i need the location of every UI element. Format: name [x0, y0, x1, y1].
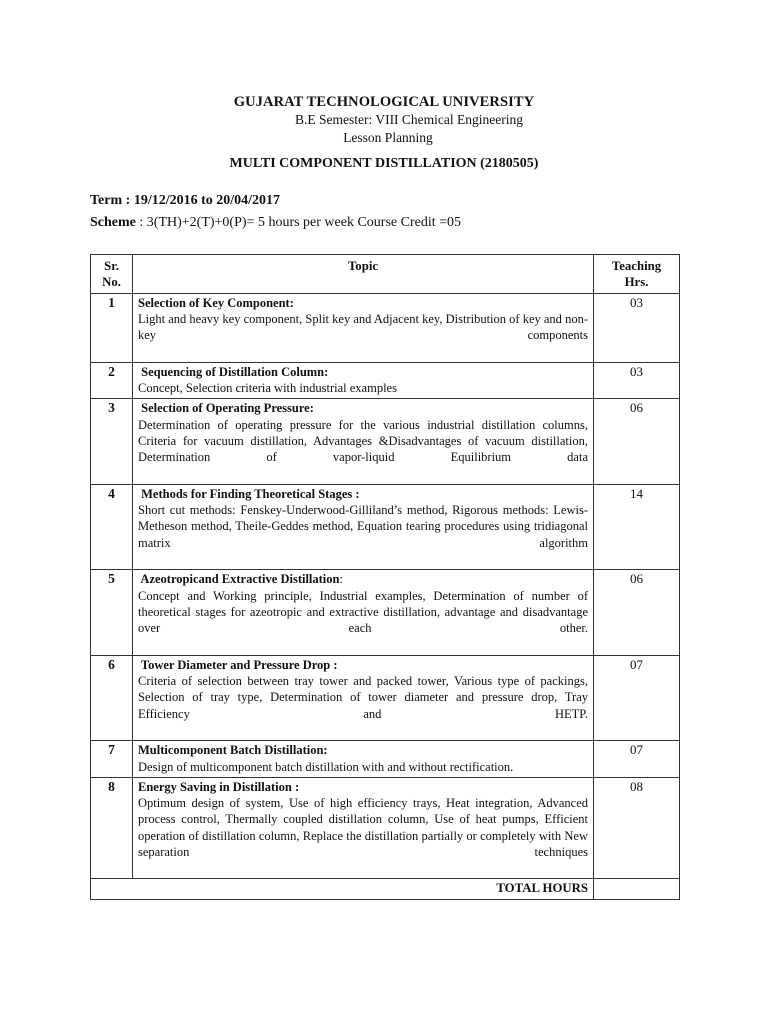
row-sr-no: 8	[91, 777, 133, 878]
topic-title: Sequencing of Distillation Column:	[138, 364, 329, 379]
subject-title: MULTI COMPONENT DISTILLATION (2180505)	[229, 156, 539, 171]
row-hours: 14	[594, 484, 680, 569]
row-topic	[133, 484, 594, 569]
topic-description: Short cut methods: Fenskey-Underwood-Gilliland’s method, Rigorous methods: Lewis-Metheson method, Theile-Geddes method, Equation tearing procedures using tridiagonal matrix algorithm	[138, 503, 588, 550]
table-row	[91, 399, 680, 484]
row-sr-no: 4	[91, 484, 133, 569]
table-header-row	[91, 255, 680, 294]
topic-title: Methods for Finding Theoretical Stages :	[138, 486, 360, 501]
header-topic: Topic	[133, 255, 594, 294]
total-hours-label: TOTAL HOURS	[91, 879, 594, 899]
total-hours-value	[594, 879, 680, 899]
header-teaching-hrs: Teaching Hrs.	[594, 255, 680, 294]
row-topic	[133, 777, 594, 878]
row-hours: 03	[594, 362, 680, 399]
document-type: Lesson Planning	[343, 130, 433, 145]
row-hours: 06	[594, 570, 680, 655]
topic-title: Selection of Key Component:	[138, 295, 294, 310]
total-row	[91, 879, 680, 899]
row-sr-no: 7	[91, 741, 133, 778]
row-topic	[133, 399, 594, 484]
row-topic	[133, 362, 594, 399]
table-row	[91, 777, 680, 878]
semester-line: B.E Semester: VIII Chemical Engineering	[294, 112, 524, 127]
topic-title: Azeotropicand Extractive Distillation	[138, 572, 340, 587]
row-topic	[133, 293, 594, 362]
topic-description: Optimum design of system, Use of high efficiency trays, Heat integration, Advanced process control, Thermally coupled distillation column, Use of heat pumps, Efficient operation of distillation column, Replace the distillation partially or completely with New separation techniques	[138, 795, 588, 859]
topic-title: Multicomponent Batch Distillation:	[138, 743, 328, 758]
table-row	[91, 362, 680, 399]
scheme-line	[90, 215, 461, 231]
topic-description: Design of multicomponent batch distillation with and without rectification.	[138, 759, 514, 774]
header-sr-no: Sr. No.	[91, 255, 133, 294]
table-row	[91, 655, 680, 740]
topic-title-line	[138, 571, 588, 587]
row-sr-no: 5	[91, 570, 133, 655]
row-hours: 07	[594, 741, 680, 778]
topic-description: Concept, Selection criteria with industrial examples	[138, 381, 397, 396]
table-row	[91, 741, 680, 778]
topic-title-suffix: :	[339, 572, 343, 587]
row-hours: 07	[594, 655, 680, 740]
row-topic	[133, 741, 594, 778]
topic-description: Light and heavy key component, Split key and Adjacent key, Distribution of key and non-key components	[138, 311, 588, 343]
term-value: : 19/12/2016 to 20/04/2017	[122, 193, 281, 208]
row-sr-no: 2	[91, 362, 133, 399]
row-topic	[133, 655, 594, 740]
row-topic	[133, 570, 594, 655]
term-label: Term	[90, 193, 123, 208]
row-hours: 08	[594, 777, 680, 878]
topic-title: Selection of Operating Pressure:	[138, 401, 314, 416]
row-hours: 03	[594, 293, 680, 362]
table-row	[91, 484, 680, 569]
row-sr-no: 1	[91, 293, 133, 362]
row-sr-no: 3	[91, 399, 133, 484]
table-row	[91, 293, 680, 362]
university-title: GUJARAT TECHNOLOGICAL UNIVERSITY	[233, 94, 535, 110]
scheme-label: Scheme	[90, 215, 136, 230]
lesson-plan-table	[90, 254, 680, 900]
topic-description: Criteria of selection between tray tower and packed tower, Various type of packings, Selection of tray type, Determination of tower diameter and pressure drop, Tray Efficiency and HETP.	[138, 674, 588, 721]
row-sr-no: 6	[91, 655, 133, 740]
table-row	[91, 570, 680, 655]
scheme-value: : 3(TH)+2(T)+0(P)= 5 hours per week Course Credit =05	[135, 215, 462, 230]
topic-description: Concept and Working principle, Industrial examples, Determination of number of theoretical stages for azeotropic and extractive distillation, advantage and disadvantage over each other.	[138, 588, 588, 636]
row-hours: 06	[594, 399, 680, 484]
topic-title: Tower Diameter and Pressure Drop :	[138, 657, 338, 672]
topic-title: Energy Saving in Distillation :	[138, 779, 300, 794]
term-line	[90, 193, 280, 209]
topic-description: Determination of operating pressure for the various industrial distillation columns, Criteria for vacuum distillation, Advantages &Disadvantages of vacuum distillation, Determination of vapor-liquid Equilibrium data	[138, 417, 588, 465]
